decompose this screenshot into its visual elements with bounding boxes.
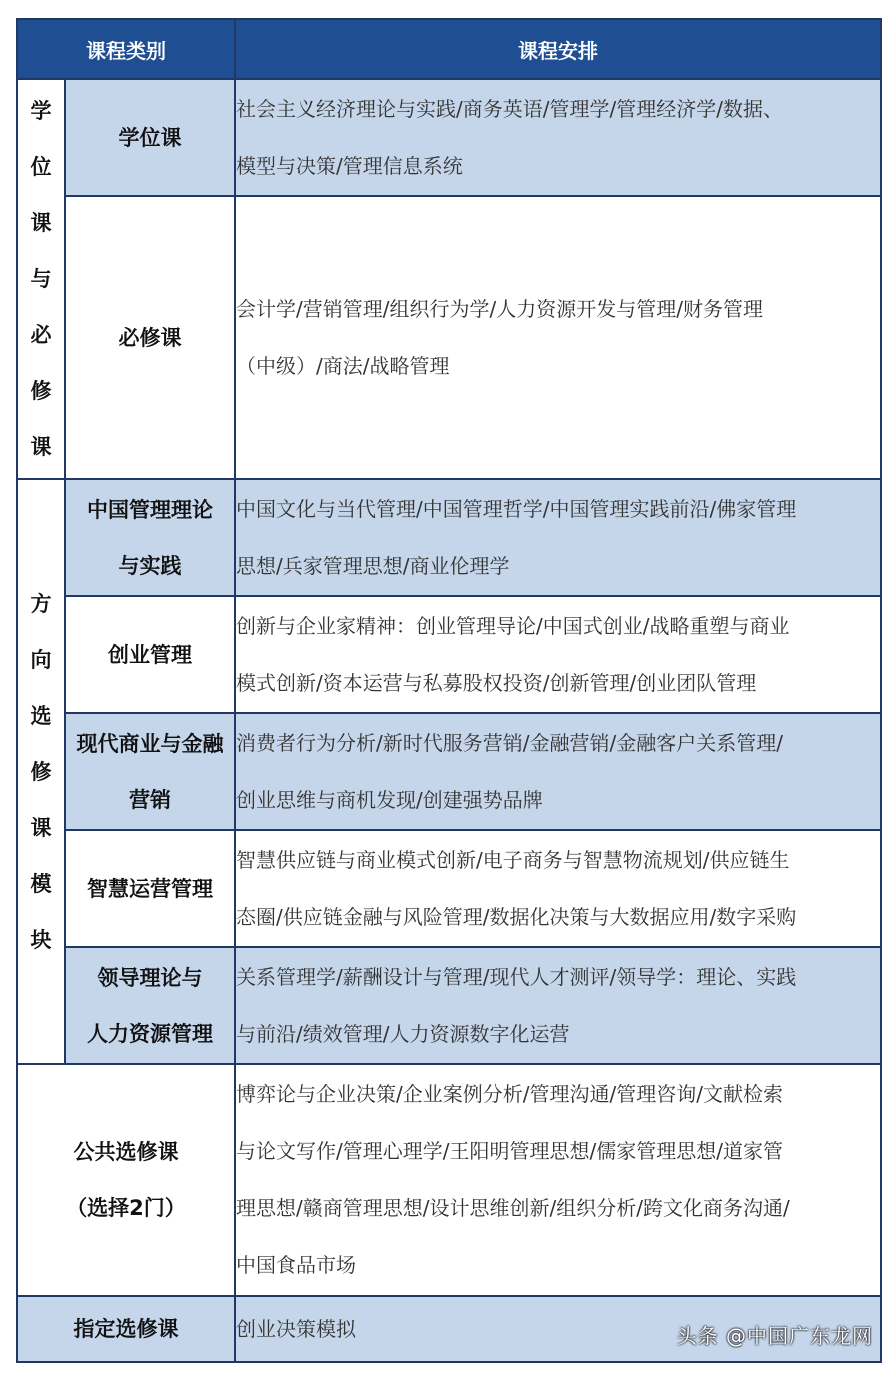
text-line: 指定选修课 <box>73 1317 179 1341</box>
text-line: 关系管理学/薪酬设计与管理/现代人才测评/领导学：理论、实践 <box>236 964 797 989</box>
text-line: 修 <box>30 379 52 403</box>
text-line: 模 <box>30 871 52 896</box>
text-line: 创业决策模拟 <box>236 1316 356 1341</box>
table-row <box>17 713 881 830</box>
table-row <box>17 1064 881 1296</box>
course-type-entrepreneurship <box>65 596 235 713</box>
text-line: 与论文写作/管理心理学/王阳明管理思想/儒家管理思想/道家管 <box>236 1139 783 1163</box>
text-line: 课 <box>30 815 52 840</box>
text-line: 中国文化与当代管理/中国管理哲学/中国管理实践前沿/佛家管理 <box>236 496 797 521</box>
watermark: 头条 @中国广东龙网 <box>676 1324 873 1348</box>
course-type-designated-elective <box>17 1296 235 1362</box>
course-list <box>235 596 881 713</box>
course-list <box>235 196 881 479</box>
text-line: 模型与决策/管理信息系统 <box>236 153 463 178</box>
table-row <box>17 830 881 947</box>
text-line: 向 <box>30 647 52 672</box>
text-line: 智慧供应链与商业模式创新/电子商务与智慧物流规划/供应链生 <box>236 847 790 872</box>
text-line: 会计学/营销管理/组织行为学/人力资源开发与管理/财务管理 <box>236 296 763 321</box>
table-header-row <box>17 19 881 79</box>
text-line: 课 <box>30 211 52 235</box>
course-type-chinese-management <box>65 479 235 596</box>
text-line: 位 <box>30 155 52 179</box>
text-line: 创新与企业家精神：创业管理导论/中国式创业/战略重塑与商业 <box>236 613 790 638</box>
text-line: 学位课 <box>118 125 182 150</box>
text-line: （选择2门） <box>66 1196 186 1220</box>
course-list <box>235 947 881 1064</box>
text-line: 创业思维与商机发现/创建强势品牌 <box>236 787 543 812</box>
text-line: 必修课 <box>118 325 182 350</box>
course-type-required <box>65 196 235 479</box>
course-type-degree <box>65 79 235 196</box>
text-line: 与 <box>30 267 52 291</box>
text-line: 中国管理理论 <box>87 497 213 522</box>
course-schedule-table <box>16 18 882 1363</box>
text-line: 营销 <box>129 787 171 812</box>
course-list <box>235 79 881 196</box>
course-type-smart-operations <box>65 830 235 947</box>
text-line: 智慧运营管理 <box>87 876 213 901</box>
text-line: 现代商业与金融 <box>76 731 224 756</box>
text-line: （中级）/商法/战略管理 <box>236 353 450 378</box>
text-line: 块 <box>30 927 52 952</box>
course-list <box>235 713 881 830</box>
text-line: 方 <box>30 591 52 616</box>
table-row <box>17 596 881 713</box>
text-line: 模式创新/资本运营与私募股权投资/创新管理/创业团队管理 <box>236 670 757 695</box>
text-line: 理思想/赣商管理思想/设计思维创新/组织分析/跨文化商务沟通/ <box>236 1196 790 1220</box>
text-line: 创业管理 <box>108 642 192 667</box>
text-line: 与实践 <box>118 553 182 578</box>
text-line: 人力资源管理 <box>87 1021 213 1046</box>
course-list <box>235 479 881 596</box>
text-line: 中国食品市场 <box>236 1253 356 1277</box>
table-row <box>17 947 881 1064</box>
text-line: 选 <box>30 703 52 728</box>
table-row <box>17 79 881 196</box>
text-line: 课 <box>30 435 52 459</box>
text-line: 态圈/供应链金融与风险管理/数据化决策与大数据应用/数字采购 <box>236 904 797 929</box>
text-line: 学 <box>30 99 52 123</box>
text-line: 必 <box>30 323 52 347</box>
header-course-arrangement: 课程安排 <box>235 19 881 79</box>
text-line: 社会主义经济理论与实践/商务英语/管理学/管理经济学/数据、 <box>236 96 783 121</box>
header-course-category: 课程类别 <box>17 19 235 79</box>
text-line: 修 <box>30 759 52 784</box>
group-label-direction-elective <box>17 479 65 1064</box>
course-list <box>235 1064 881 1296</box>
course-type-leadership-hr <box>65 947 235 1064</box>
text-line: 公共选修课 <box>73 1140 179 1164</box>
table-row <box>17 479 881 596</box>
table-row <box>17 196 881 479</box>
course-list <box>235 830 881 947</box>
group-label-degree-required <box>17 79 65 479</box>
text-line: 领导理论与 <box>97 965 203 990</box>
text-line: 博弈论与企业决策/企业案例分析/管理沟通/管理咨询/文献检索 <box>236 1082 783 1106</box>
text-line: 与前沿/绩效管理/人力资源数字化运营 <box>236 1021 570 1046</box>
course-type-public-elective <box>17 1064 235 1296</box>
text-line: 消费者行为分析/新时代服务营销/金融营销/金融客户关系管理/ <box>236 730 783 755</box>
text-line: 思想/兵家管理思想/商业伦理学 <box>236 553 510 578</box>
course-type-modern-business-finance <box>65 713 235 830</box>
